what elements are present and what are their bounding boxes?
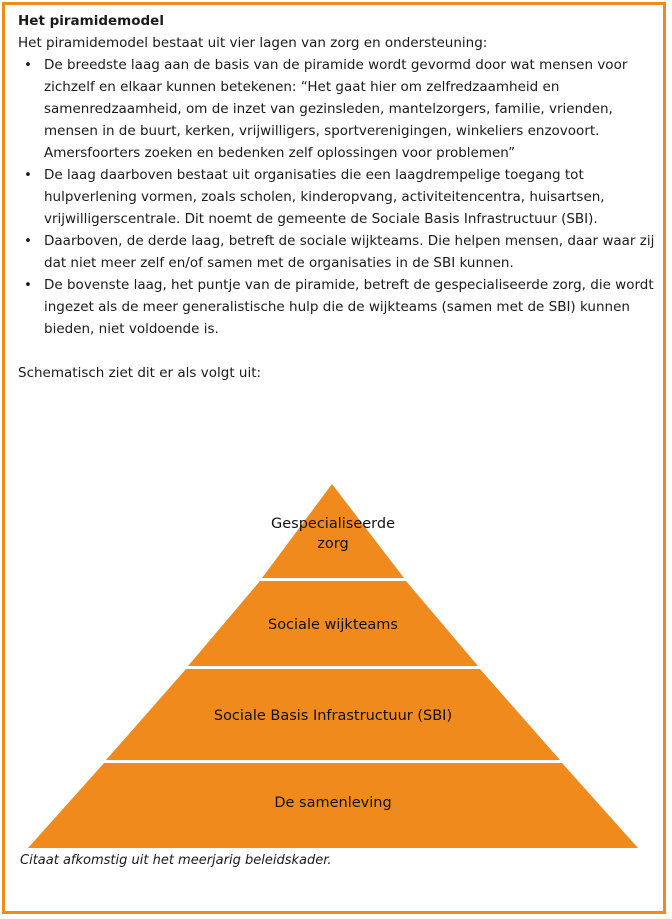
intro-text: Het piramidemodel bestaat uit vier lagen van zorg en ondersteuning:: [18, 35, 488, 51]
schema-intro-text: Schematisch ziet dit er als volgt uit:: [18, 365, 262, 381]
section-title: Het piramidemodel: [18, 13, 164, 29]
bullet-list: [18, 54, 658, 340]
pyramid-label-top-2: zorg: [317, 536, 349, 552]
pyramid-label-wijkteams: Sociale wijkteams: [267, 617, 399, 633]
document-body: [18, 10, 658, 384]
bullet-item-wijkteams: • Daarboven, de derde laag, betreft de sociale wijkteams. Die helpen mensen, daar waar zij dat niet meer zelf en/of samen met de organisaties in de SBI kunnen.: [18, 230, 658, 274]
caption-text: Citaat afkomstig uit het meerjarig beleidskader.: [20, 853, 332, 868]
pyramid-label-samenleving: De samenleving: [274, 795, 392, 811]
bullet-item-sbi: • De laag daarboven bestaat uit organisaties die een laagdrempelige toegang tot hulpverlening vormen, zoals scholen, kinderopvang, activiteitencentra, huisartsen, vrijwilligerscentrale. Dit noemt de gemeente de Sociale Basis Infrastructuur (SBI).: [18, 164, 658, 230]
bullet-item-base: • De breedste laag aan de basis van de piramide wordt gevormd door wat mensen voor zichzelf en elkaar kunnen betekenen: “Het gaat hier om zelfredzaamheid en samenredzaamheid, om de inzet van gezinsleden, mantelzorgers, familie, vrienden, mensen in de buurt, kerken, vrijwilligers, sportverenigingen, winkeliers enzovoort. Amersfoorters zoeken en bedenken zelf oplossingen voor problemen”: [18, 54, 658, 164]
pyramid-diagram: [0, 484, 672, 850]
pyramid-label-top-1: Gespecialiseerde: [270, 516, 396, 532]
pyramid-label-sbi: Sociale Basis Infrastructuur (SBI): [213, 708, 453, 724]
bullet-item-specialized: • De bovenste laag, het puntje van de piramide, betreft de gespecialiseerde zorg, die wordt ingezet als de meer generalistische hulp die de wijkteams (samen met de SBI) kunnen bieden, niet voldoende is.: [18, 274, 658, 340]
